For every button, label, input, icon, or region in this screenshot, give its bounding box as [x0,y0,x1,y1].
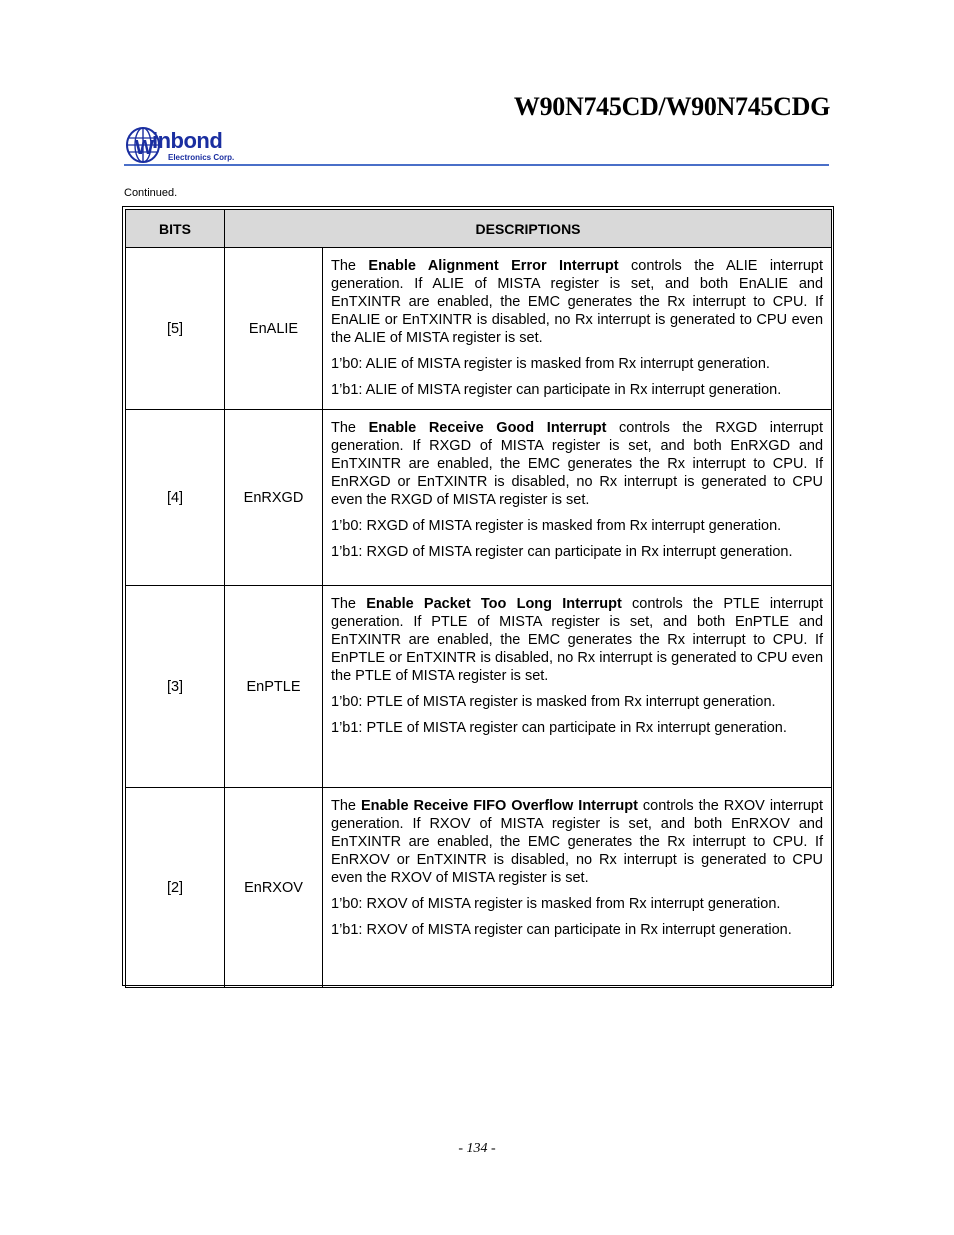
bits-column-header: BITS [126,210,225,248]
descriptions-column-header: DESCRIPTIONS [225,210,832,248]
register-table-frame [122,206,834,986]
field-description: The Enable Packet Too Long Interrupt controls the PTLE interrupt generation. If PTLE of MISTA register is set, and both EnPTLE and EnTXINTR are enabled, the EMC generates the Rx interrupt to CPU. If EnPTLE or EnTXINTR is disabled, no Rx interrupt is generated to CPU even the PTLE of MISTA register is set. 1’b0: PTLE of MISTA register is masked from Rx interrupt generation. 1’b1: PTLE of MISTA register can participate in Rx interrupt generation. [323,586,832,788]
bit-index: [3] [126,586,225,788]
bit-index: [4] [126,410,225,586]
bit-index: [5] [126,248,225,410]
field-description: The Enable Alignment Error Interrupt controls the ALIE interrupt generation. If ALIE of MISTA register is set, and both EnALIE and EnTXINTR are enabled, the EMC generates the Rx interrupt to CPU. If EnALIE or EnTXINTR is disabled, no Rx interrupt is generated to CPU even the ALIE of MISTA register is set. 1’b0: ALIE of MISTA register is masked from Rx interrupt generation. 1’b1: ALIE of MISTA register can participate in Rx interrupt generation. [323,248,832,410]
field-name: EnALIE [225,248,323,410]
description-bold-term: Enable Receive Good Interrupt [368,420,607,436]
page-number: - 134 - [458,1141,496,1156]
field-description: The Enable Receive FIFO Overflow Interrupt controls the RXOV interrupt generation. If RXOV of MISTA register is set, and both EnRXOV and EnTXINTR are enabled, the EMC generates the Rx interrupt to CPU. If EnRXOV or EnTXINTR is disabled, no Rx interrupt is generated to CPU even the RXOV of MISTA register is set. 1’b0: RXOV of MISTA register is masked from Rx interrupt generation. 1’b1: RXOV of MISTA register can participate in Rx interrupt generation. [323,788,832,988]
description-bold-term: Enable Alignment Error Interrupt [368,258,619,274]
field-name: EnPTLE [225,586,323,788]
register-table [125,209,832,988]
logo-wordmark: inbond [152,128,223,153]
bit-value-1: 1’b1: PTLE of MISTA register can participate in Rx interrupt generation. [331,720,787,736]
company-logo [126,126,256,166]
bit-value-1: 1’b1: RXOV of MISTA register can participate in Rx interrupt generation. [331,922,792,938]
header-rule [124,164,829,166]
bit-value-0: 1’b0: RXOV of MISTA register is masked from Rx interrupt generation. [331,896,781,912]
description-bold-term: Enable Packet Too Long Interrupt [366,596,622,612]
field-name: EnRXOV [225,788,323,988]
field-name: EnRXGD [225,410,323,586]
svg-text:W: W [135,137,154,159]
bit-value-0: 1’b0: PTLE of MISTA register is masked from Rx interrupt generation. [331,694,776,710]
field-description: The Enable Receive Good Interrupt controls the RXGD interrupt generation. If RXGD of MISTA register is set, and both EnRXGD and EnTXINTR are enabled, the EMC generates the Rx interrupt to CPU. If EnRXGD or EnTXINTR is disabled, no Rx interrupt is generated to CPU even the RXGD of MISTA register is set. 1’b0: RXGD of MISTA register is masked from Rx interrupt generation. 1’b1: RXGD of MISTA register can participate in Rx interrupt generation. [323,410,832,586]
document-title: W90N745CD/W90N745CDG [513,92,830,121]
continued-label: Continued. [124,187,178,199]
table-row [126,248,832,410]
table-row [126,586,832,788]
table-row [126,410,832,586]
bit-index: [2] [126,788,225,988]
description-bold-term: Enable Receive FIFO Overflow Interrupt [360,798,638,814]
logo-subtitle: Electronics Corp. [168,153,235,162]
bit-value-1: 1’b1: ALIE of MISTA register can participate in Rx interrupt generation. [331,382,782,398]
bit-value-0: 1’b0: ALIE of MISTA register is masked from Rx interrupt generation. [331,356,770,372]
table-row [126,788,832,988]
table-header-row [126,210,832,248]
bit-value-1: 1’b1: RXGD of MISTA register can participate in Rx interrupt generation. [331,544,793,560]
bit-value-0: 1’b0: RXGD of MISTA register is masked from Rx interrupt generation. [331,518,782,534]
